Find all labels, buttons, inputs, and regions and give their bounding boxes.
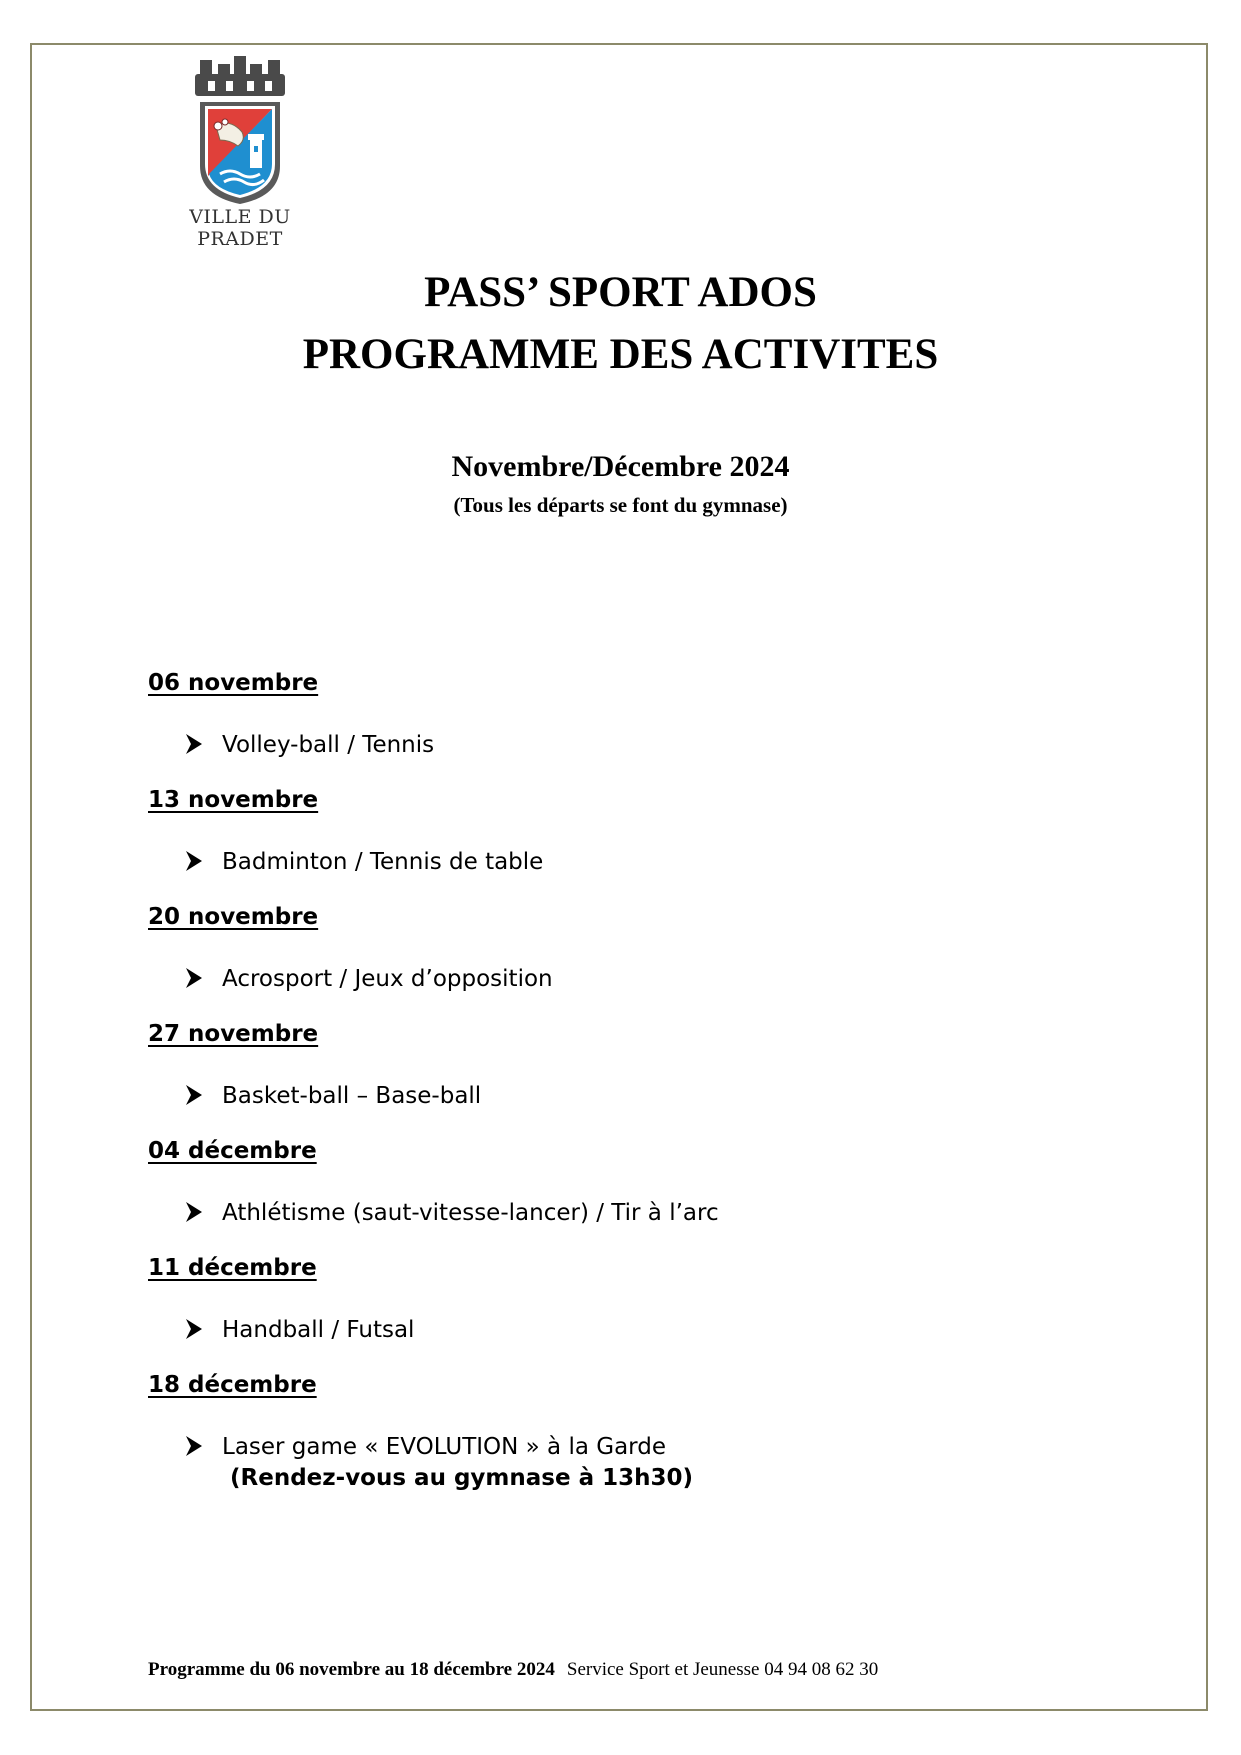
schedule-date: 04 décembre [148, 1138, 317, 1164]
footer-program-dates: Programme du 06 novembre au 18 décembre 2024 [148, 1659, 555, 1680]
activity-label: Laser game « EVOLUTION » à la Garde [222, 1434, 666, 1460]
departure-note: (Tous les départs se font du gymnase) [453, 493, 788, 517]
schedule-date: 06 novembre [148, 670, 319, 696]
activity-label: Volley-ball / Tennis [222, 732, 435, 758]
arrow-bullet-icon [184, 966, 204, 990]
schedule-activity [148, 847, 1048, 902]
schedule-activity [148, 1198, 1048, 1253]
title-line-2: PROGRAMME DES ACTIVITES [302, 331, 939, 378]
logo-text: VILLE DU PRADET [189, 206, 291, 250]
schedule-activity [148, 730, 1048, 785]
city-logo [150, 56, 330, 250]
coat-of-arms-icon [150, 56, 330, 206]
arrow-bullet-icon [184, 849, 204, 873]
schedule-item [148, 668, 1048, 785]
schedule-date: 27 novembre [148, 1021, 319, 1047]
schedule-activity [148, 1081, 1048, 1136]
schedule-date: 18 décembre [148, 1372, 317, 1398]
schedule-list [148, 668, 1048, 1493]
schedule-activity [148, 1432, 1048, 1487]
schedule-activity [148, 1315, 1048, 1370]
activity-label: Acrosport / Jeux d’opposition [222, 966, 553, 992]
arrow-bullet-icon [184, 1200, 204, 1224]
arrow-bullet-icon [184, 1434, 204, 1458]
schedule-item [148, 1136, 1048, 1253]
meeting-note: (Rendez-vous au gymnase à 13h30) [230, 1465, 693, 1491]
schedule-date: 11 décembre [148, 1255, 317, 1281]
activity-label: Basket-ball – Base-ball [222, 1083, 482, 1109]
arrow-bullet-icon [184, 1083, 204, 1107]
activity-label: Handball / Futsal [222, 1317, 415, 1343]
arrow-bullet-icon [184, 732, 204, 756]
activity-label: Badminton / Tennis de table [222, 849, 544, 875]
schedule-item [148, 785, 1048, 902]
schedule-date: 13 novembre [148, 787, 319, 813]
schedule-item [148, 902, 1048, 1019]
schedule-item [148, 1253, 1048, 1370]
title-line-1: PASS’ SPORT ADOS [424, 269, 817, 316]
footer [148, 1659, 1098, 1681]
schedule-activity [148, 964, 1048, 1019]
schedule-date: 20 novembre [148, 904, 319, 930]
footer-service-contact: Service Sport et Jeunesse 04 94 08 62 30 [566, 1659, 879, 1680]
schedule-item [148, 1370, 1048, 1493]
period-heading: Novembre/Décembre 2024 [451, 450, 790, 483]
activity-label: Athlétisme (saut-vitesse-lancer) / Tir à l’arc [222, 1200, 719, 1226]
schedule-item [148, 1019, 1048, 1136]
arrow-bullet-icon [184, 1317, 204, 1341]
